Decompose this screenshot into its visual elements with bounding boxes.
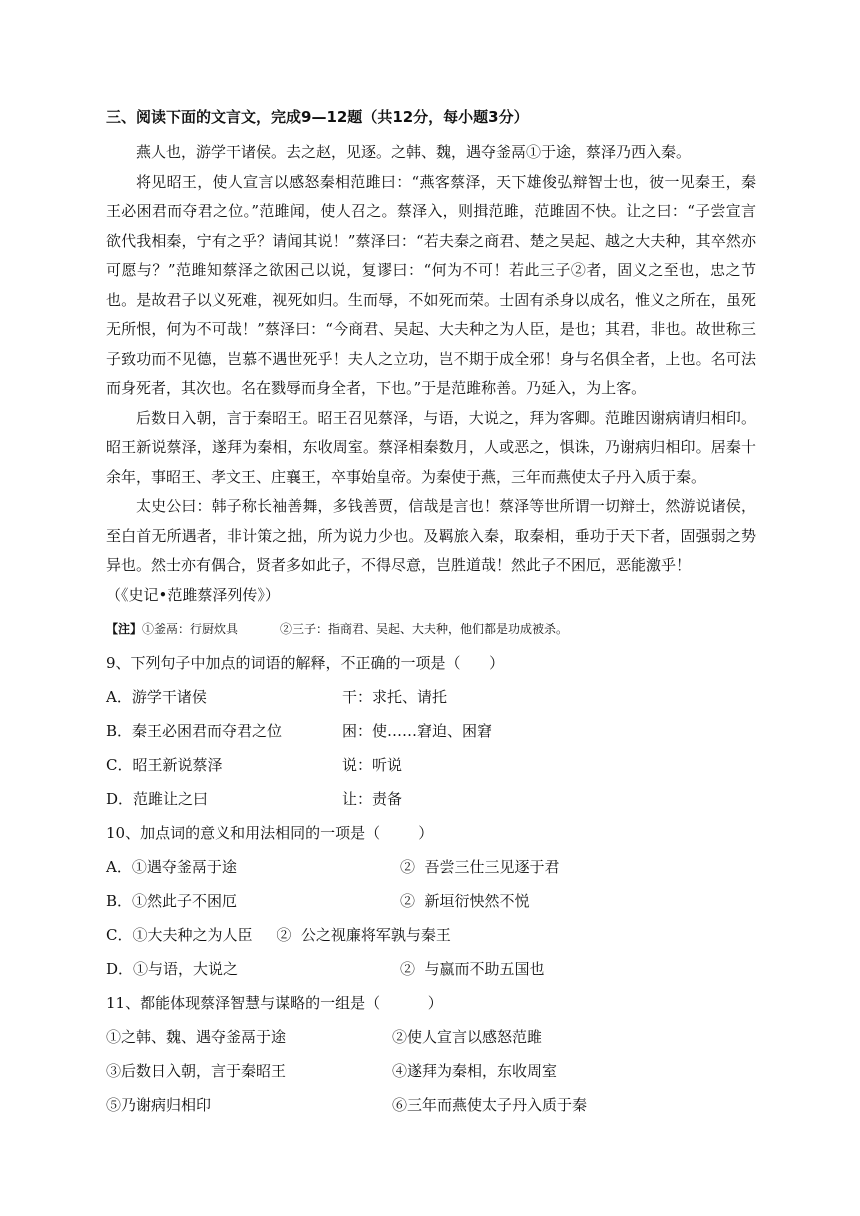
option-first: C．①大夫种之为人臣 ② 公之视廉将军孰与秦王 — [106, 926, 451, 944]
option-second: ② 吾尝三仕三见逐于君 — [400, 858, 560, 876]
question-stem: 10、加点词的意义和用法相同的一项是（ ） — [106, 824, 434, 842]
option-explanation: 干：求托、请托 — [342, 688, 448, 706]
option-item: ⑤乃谢病归相印 — [106, 1096, 212, 1114]
option-row — [106, 924, 766, 958]
footnote-label: 【注】 — [106, 622, 143, 636]
option-first: A．①遇夺釜鬲于途 — [106, 858, 237, 876]
question-stem: 11、都能体现蔡泽智慧与谋略的一组是（ ） — [106, 994, 443, 1012]
passage-paragraph: 将见昭王，使人宣言以感怒秦相范雎曰：“燕客蔡泽，天下雄俊弘辩智士也，彼一见秦王，秦王必困君而夺君之位。”范雎闻，使人召之。蔡泽入，则揖范雎，范雎固不快。让之曰：“子尝宣言欲代我相秦，宁有之乎？请闻其说！”蔡泽曰：“若夫秦之商君、楚之吴起、越之大夫种，其卒然亦可愿与？”范雎知蔡泽之欲困己以说，复谬曰：“何为不可！若此三子②者，固义之至也，忠之节也。是故君子以义死难，视死如归。生而辱，不如死而荣。士固有杀身以成名，惟义之所在，虽死无所恨，何为不可哉！”蔡泽曰：“今商君、吴起、大夫种之为人臣，是也；其君，非也。故世称三子致功而不见德，岂慕不遇世死乎！夫人之立功，岂不期于成全邪！身与名俱全者，上也。名可法而身死者，其次也。名在戮辱而身全者，下也。”于是范雎称善。乃延入，为上客。 — [106, 172, 756, 397]
passage-paragraph: 太史公曰：韩子称长袖善舞，多钱善贾，信哉是言也！蔡泽等世所谓一切辩士，然游说诸侯，至白首无所遇者，非计策之拙，所为说力少也。及羁旅入秦，取秦相，垂功于天下者，固强弱之势异也。然士亦有偶合，贤者多如此子，不得尽意，岂胜道哉！然此子不困厄，恶能激乎！ — [106, 497, 756, 574]
footnote — [106, 620, 756, 638]
option-explanation: 说：听说 — [342, 756, 403, 774]
option-row — [106, 890, 766, 924]
option-item: ④遂拜为秦相，东收周室 — [392, 1062, 558, 1080]
passage-source: （《史记•范雎蔡泽列传》） — [106, 585, 280, 604]
footnote-text: ①釜鬲：行厨炊具 ②三子：指商君、吴起、大夫种，他们都是功成被杀。 — [142, 622, 568, 636]
option-row — [106, 720, 766, 754]
option-row — [106, 856, 766, 890]
questions — [106, 652, 766, 1128]
option-row — [106, 1094, 766, 1128]
passage-paragraph: 燕人也，游学干诸侯。去之赵，见逐。之韩、魏，遇夺釜鬲①于途，蔡泽乃西入秦。 — [136, 143, 692, 161]
option-first: D．①与语，大说之 — [106, 960, 239, 978]
option-sentence: A．游学干诸侯 — [106, 688, 207, 706]
option-explanation: 让：责备 — [342, 790, 403, 808]
option-item: ①之韩、魏、遇夺釜鬲于途 — [106, 1028, 287, 1046]
option-explanation: 困：使……窘迫、困窘 — [342, 722, 493, 740]
option-second: ② 与嬴而不助五国也 — [400, 960, 545, 978]
option-sentence: C．昭王新说蔡泽 — [106, 756, 223, 774]
question-11 — [106, 992, 766, 1026]
option-row — [106, 754, 766, 788]
classical-passage — [106, 138, 756, 610]
option-second: ② 新垣衍怏然不悦 — [400, 892, 530, 910]
option-first: B．①然此子不困厄 — [106, 892, 238, 910]
question-9 — [106, 652, 766, 686]
section-heading: 三、阅读下面的文言文，完成9—12题（共12分，每小题3分） — [106, 108, 529, 126]
option-row — [106, 1060, 766, 1094]
option-sentence: D．范雎让之曰 — [106, 790, 209, 808]
option-row — [106, 1026, 766, 1060]
option-row — [106, 686, 766, 720]
option-row — [106, 788, 766, 822]
question-stem: 9、下列句子中加点的词语的解释，不正确的一项是（ ） — [106, 654, 505, 672]
option-row — [106, 958, 766, 992]
option-sentence: B．秦王必困君而夺君之位 — [106, 722, 283, 740]
option-item: ③后数日入朝，言于秦昭王 — [106, 1062, 287, 1080]
passage-paragraph: 后数日入朝，言于秦昭王。昭王召见蔡泽，与语，大说之，拜为客卿。范雎因谢病请归相印。昭王新说蔡泽，遂拜为秦相，东收周室。蔡泽相秦数月，人或恶之，惧诛，乃谢病归相印。居秦十余年，事昭王、孝文王、庄襄王，卒事始皇帝。为秦使于燕，三年而燕使太子丹入质于秦。 — [106, 408, 756, 486]
option-item: ②使人宣言以感怒范雎 — [392, 1028, 543, 1046]
question-10 — [106, 822, 766, 856]
option-item: ⑥三年而燕使太子丹入质于秦 — [392, 1096, 588, 1114]
